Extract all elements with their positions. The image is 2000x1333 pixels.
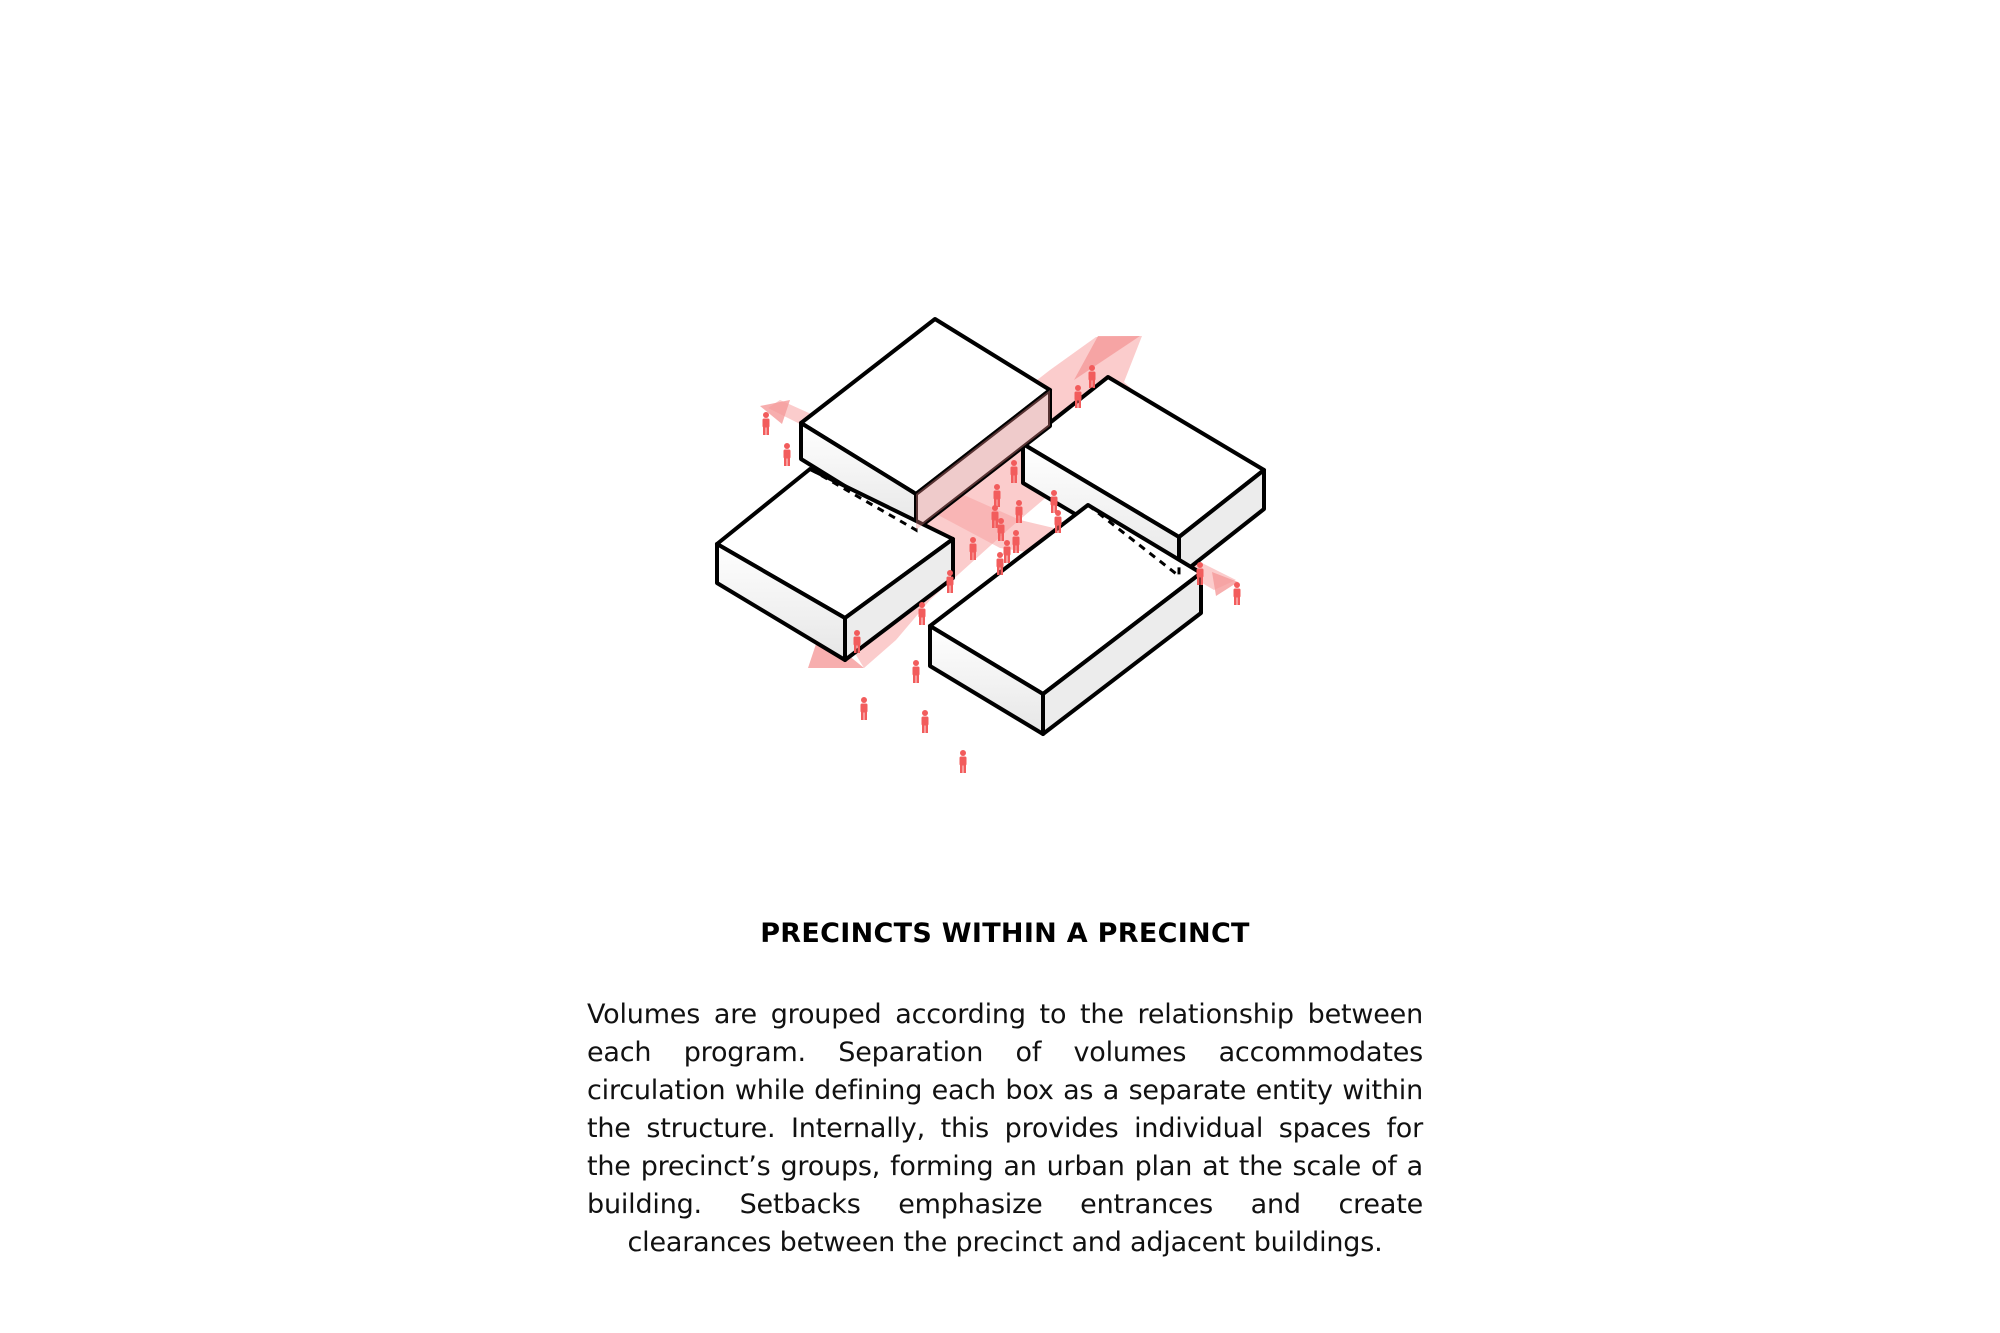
diagram-description: Volumes are grouped according to the relationship between each program. Separation of volumes accommodates circulation while defining each box as a separate entity within the structure. Internally, this provides individual spaces for the precinct’s groups, forming an urban plan at the scale of a building. Setbacks emphasize entrances and create clearances between the precinct and adjacent buildings. <box>587 999 1423 1258</box>
diagram-title: PRECINCTS WITHIN A PRECINCT <box>760 918 1250 949</box>
